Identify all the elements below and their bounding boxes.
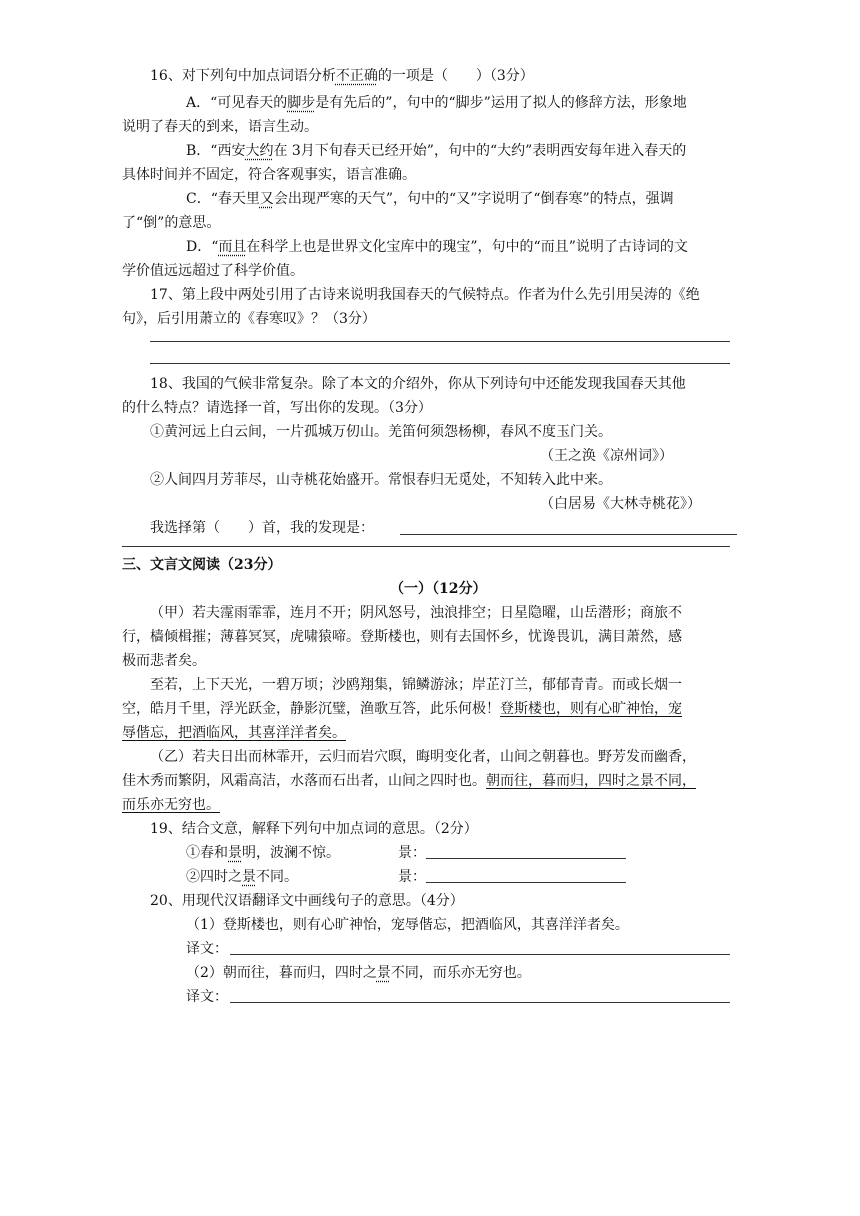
- q20-sentence-1: （1）登斯楼也，则有心旷神怡，宠辱偕忘，把酒临风，其喜洋洋者矣。: [186, 917, 629, 933]
- q16-option-b-cont: 具体时间并不固定，符合客观事实，语言准确。: [122, 167, 416, 183]
- q16-stem: 16、对下列句中加点词语分析不正确的一项是（ ）（3分）: [150, 68, 534, 84]
- q20-sentence-2: （2）朝而往，暮而归，四时之景不同，而乐亦无穷也。: [186, 965, 531, 981]
- q16-option-a: A．“可见春天的脚步是有先后的”，句中的“脚步”运用了拟人的修辞方法，形象地: [186, 95, 687, 111]
- q16-option-d-cont: 学价值远远超过了科学价值。: [122, 263, 304, 279]
- dotted-word: 大约: [245, 143, 274, 159]
- answer-line[interactable]: [150, 341, 730, 342]
- q20-stem: 20、用现代汉语翻译文中画线句子的意思。（4分）: [150, 893, 464, 909]
- answer-line[interactable]: [230, 1002, 730, 1003]
- q16-option-b: B．“西安大约在 3月下旬春天已经开始”，句中的“大约”表明西安每年进入春天的: [186, 143, 687, 159]
- q19-answer-label-1: 景：: [398, 845, 426, 861]
- q18-choose: 我选择第（ ）首，我的发现是：: [150, 520, 374, 536]
- q17-stem-cont: 句》，后引用萧立的《春寒叹》？（3分）: [122, 311, 376, 327]
- underlined-sentence: 朝而往，暮而归，四时之景不同，: [486, 773, 696, 789]
- q19-item-1: ①春和景明，波澜不惊。: [186, 845, 340, 861]
- subsection-title: （一）（12分）: [390, 581, 487, 597]
- dotted-word: 脚步: [287, 95, 316, 111]
- section-title: 三、文言文阅读（23分）: [122, 557, 282, 573]
- poem-2-source: （白居易《大林寺桃花》）: [540, 496, 701, 512]
- q18-stem-cont: 的什么特点？请选择一首，写出你的发现。（3分）: [122, 400, 432, 416]
- passage-jia: 极而悲者矣。: [122, 653, 206, 669]
- q19-answer-label-2: 景：: [398, 869, 426, 885]
- underlined-sentence: 辱偕忘，把酒临风，其喜洋洋者矣。: [122, 725, 346, 741]
- passage-jia: 空，皓月千里，浮光跃金，静影沉璧，渔歌互答，此乐何极！登斯楼也，则有心旷神怡，宠: [122, 701, 682, 717]
- poem-1: ①黄河远上白云间，一片孤城万仞山。羌笛何须怨杨柳，春风不度玉门关。: [150, 424, 612, 440]
- poem-2: ②人间四月芳菲尽，山寺桃花始盛开。常恨春归无觅处，不知转入此中来。: [150, 472, 612, 488]
- q18-stem: 18、我国的气候非常复杂。除了本文的介绍外，你从下列诗句中还能发现我国春天其他: [150, 376, 686, 392]
- answer-line[interactable]: [122, 546, 730, 547]
- dotted-word: 景: [242, 869, 256, 885]
- q20-translation-label-2: 译文：: [186, 989, 228, 1005]
- answer-line[interactable]: [426, 882, 626, 883]
- dotted-word: 景: [376, 965, 391, 981]
- dotted-word: 不正确: [335, 68, 378, 84]
- passage-yi: （乙）若夫日出而林霏开，云归而岩穴暝，晦明变化者，山间之朝暮也。野芳发而幽香，: [150, 749, 696, 765]
- answer-line[interactable]: [150, 363, 730, 364]
- q16-option-d: D．“而且在科学上也是世界文化宝库中的瑰宝”，句中的“而且”说明了古诗词的文: [186, 239, 688, 255]
- answer-line[interactable]: [400, 534, 737, 535]
- q17-stem: 17、第上段中两处引用了古诗来说明我国春天的气候特点。作者为什么先引用吴涛的《绝: [150, 287, 700, 303]
- dotted-word: 而且: [218, 239, 247, 255]
- q19-stem: 19、结合文意，解释下列句中加点词的意思。（2分）: [150, 821, 478, 837]
- q20-translation-label-1: 译文：: [186, 941, 228, 957]
- underlined-sentence: 登斯楼也，则有心旷神怡，宠: [500, 701, 682, 717]
- answer-line[interactable]: [426, 858, 626, 859]
- underlined-sentence: 而乐亦无穷也。: [122, 797, 220, 813]
- q16-option-c: C．“春天里又会出现严寒的天气”，句中的“又”字说明了“倒春寒”的特点，强调: [186, 191, 674, 207]
- q16-option-a-cont: 说明了春天的到来，语言生动。: [122, 119, 318, 135]
- poem-1-source: （王之涣《凉州词》）: [540, 448, 673, 464]
- q16-option-c-cont: 了“倒”的意思。: [122, 215, 221, 231]
- q19-item-2: ②四时之景不同。: [186, 869, 298, 885]
- passage-jia: （甲）若夫霪雨霏霏，连月不开；阴风怒号，浊浪排空；日星隐曜，山岳潜形；商旅不: [150, 605, 682, 621]
- dotted-word: 又: [259, 191, 274, 207]
- passage-jia: 行，樯倾楫摧；薄暮冥冥，虎啸猿啼。登斯楼也，则有去国怀乡，忧谗畏讥，满目萧然，感: [122, 629, 682, 645]
- passage-yi: 佳木秀而繁阴，风霜高洁，水落而石出者，山间之四时也。朝而往，暮而归，四时之景不同，: [122, 773, 696, 789]
- dotted-word: 景: [228, 845, 242, 861]
- passage-jia: 至若，上下天光，一碧万顷；沙鸥翔集，锦鳞游泳；岸芷汀兰，郁郁青青。而或长烟一: [150, 677, 682, 693]
- answer-line[interactable]: [230, 954, 730, 955]
